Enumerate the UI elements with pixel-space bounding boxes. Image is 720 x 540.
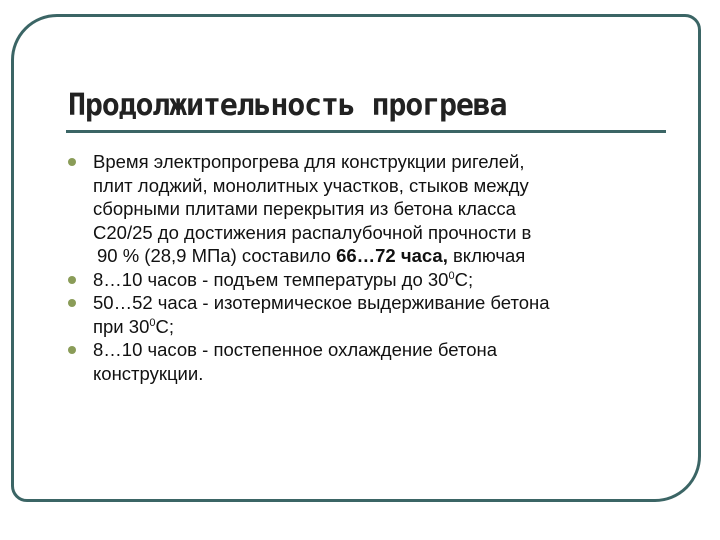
bullet-text: 90 % (28,9 МПа) составило <box>97 245 337 266</box>
bullet-item-cooling <box>67 338 657 385</box>
bullet-text: включая <box>447 245 526 266</box>
bullet-text-line: плит лоджий, монолитных участков, стыков между <box>93 174 529 196</box>
bullet-dot-icon <box>68 299 76 307</box>
bullet-text-line <box>93 244 657 268</box>
bullet-text-line: Время электропрогрева для конструкции ригелей, <box>93 151 525 172</box>
bullet-text-line: С20/25 до достижения распалубочной прочности в <box>93 221 532 243</box>
bullet-text-line: 8…10 часов - постепенное охлаждение бетона <box>93 339 497 360</box>
degree-superscript: 0 <box>448 269 455 282</box>
bullet-text-line: сборными плитами перекрытия из бетона класса <box>93 198 516 219</box>
bullet-text: при 30 <box>93 315 150 337</box>
bullet-item-isothermal-curing <box>67 291 657 338</box>
title-underline <box>66 130 666 133</box>
bullet-text: 8…10 часов - подъем температуры до 30 <box>93 268 449 290</box>
bullet-text-line: 50…52 часа - изотермическое выдерживание бетона <box>93 292 550 313</box>
bullet-dot-icon <box>68 276 76 284</box>
total-duration-text: 66…72 часа, <box>336 245 448 266</box>
bullet-text-line <box>93 268 657 292</box>
bullet-dot-icon <box>68 158 76 166</box>
bullet-text-line: конструкции. <box>93 362 204 384</box>
bullet-text: С; <box>155 315 174 337</box>
bullet-list <box>67 150 657 385</box>
slide-title: Продолжительность прогрева <box>68 88 507 123</box>
bullet-text: С; <box>454 268 474 290</box>
bullet-text-line <box>93 315 657 339</box>
bullet-dot-icon <box>68 346 76 354</box>
bullet-item-heating-duration <box>67 150 657 268</box>
degree-superscript: 0 <box>149 316 156 329</box>
bullet-item-temperature-rise <box>67 268 657 292</box>
